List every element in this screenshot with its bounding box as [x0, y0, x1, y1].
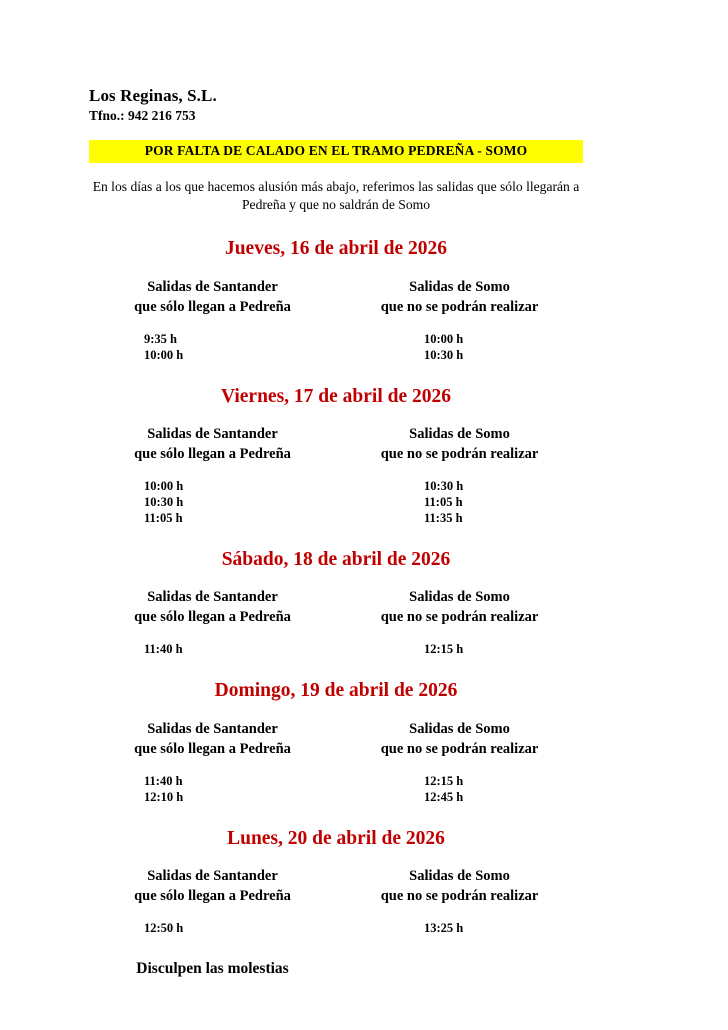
day-title: Viernes, 17 de abril de 2026 [220, 385, 451, 407]
column-header-line1: Salidas de Santander [147, 868, 278, 885]
masthead [89, 0, 583, 124]
departure-time: 11:40 h [144, 642, 183, 657]
day-blocks-container [89, 237, 583, 936]
page-content [89, 0, 583, 978]
departure-time: 12:10 h [144, 789, 184, 804]
santander-times [89, 478, 336, 526]
footer [89, 960, 336, 978]
day-block [89, 827, 583, 936]
departure-columns [89, 719, 583, 805]
somo-times [336, 773, 583, 805]
departure-time: 13:25 h [424, 921, 464, 936]
column-header-line2: que sólo llegan a Pedreña [134, 888, 291, 905]
departure-time: 10:00 h [144, 479, 184, 494]
column-header-line1: Salidas de Somo [409, 868, 510, 885]
departure-time: 12:45 h [424, 789, 464, 804]
column-header-line1: Salidas de Somo [409, 426, 510, 443]
santander-times [89, 920, 336, 936]
column-header-line1: Salidas de Santander [147, 278, 278, 295]
day-block [89, 237, 583, 362]
day-block [89, 679, 583, 804]
departure-time: 10:30 h [144, 495, 184, 510]
column-header-line2: que no se podrán realizar [380, 446, 539, 463]
day-title: Lunes, 20 de abril de 2026 [227, 827, 445, 849]
departure-time: 12:50 h [144, 921, 184, 936]
column-header-line2: que sólo llegan a Pedreña [134, 609, 291, 626]
column-header-line2: que sólo llegan a Pedreña [134, 446, 291, 463]
highlight-banner [89, 140, 583, 163]
somo-column [336, 587, 583, 657]
column-header [89, 719, 336, 759]
departure-time: 11:35 h [424, 511, 463, 526]
somo-column [336, 424, 583, 526]
departure-time: 10:00 h [424, 331, 464, 346]
departure-time: 10:30 h [424, 479, 464, 494]
somo-times [336, 478, 583, 526]
somo-column [336, 719, 583, 805]
column-header-line1: Salidas de Santander [147, 426, 278, 443]
company-name: Los Reginas, S.L. [89, 86, 217, 105]
column-header [336, 719, 583, 759]
santander-column [89, 866, 336, 936]
departure-columns [89, 587, 583, 657]
somo-times [336, 920, 583, 936]
column-header-line1: Salidas de Somo [409, 589, 510, 606]
departure-columns [89, 277, 583, 363]
company-phone: Tfno.: 942 216 753 [89, 107, 196, 123]
column-header-line2: que no se podrán realizar [380, 609, 539, 626]
column-header-line2: que no se podrán realizar [380, 298, 539, 315]
departure-columns [89, 866, 583, 936]
column-header-line1: Salidas de Somo [409, 278, 510, 295]
column-header [336, 587, 583, 627]
day-block [89, 548, 583, 657]
banner-text: POR FALTA DE CALADO EN EL TRAMO PEDREÑA - SOMO [144, 143, 528, 159]
column-header-line1: Salidas de Santander [147, 589, 278, 606]
intro-paragraph: En los días a los que hacemos alusión más abajo, referimos las salidas que sólo llegarán a Pedreña y que no saldrán de Somo [92, 178, 580, 213]
departure-time: 12:15 h [424, 642, 464, 657]
departure-columns [89, 424, 583, 526]
santander-column [89, 719, 336, 805]
column-header [336, 866, 583, 906]
departure-time: 9:35 h [144, 331, 177, 346]
column-header-line2: que sólo llegan a Pedreña [134, 740, 291, 757]
column-header [89, 277, 336, 317]
santander-column [89, 587, 336, 657]
column-header-line2: que no se podrán realizar [380, 888, 539, 905]
column-header-line2: que sólo llegan a Pedreña [134, 298, 291, 315]
somo-times [336, 641, 583, 657]
column-header-line1: Salidas de Santander [147, 720, 278, 737]
column-header [89, 866, 336, 906]
column-header-line1: Salidas de Somo [409, 720, 510, 737]
santander-column [89, 424, 336, 526]
column-header-line2: que no se podrán realizar [380, 740, 539, 757]
departure-time: 11:05 h [144, 511, 183, 526]
santander-times [89, 331, 336, 363]
column-header [336, 424, 583, 464]
somo-column [336, 277, 583, 363]
santander-column [89, 277, 336, 363]
santander-times [89, 641, 336, 657]
departure-time: 11:40 h [144, 773, 183, 788]
departure-time: 10:00 h [144, 347, 184, 362]
somo-times [336, 331, 583, 363]
departure-time: 11:05 h [424, 495, 463, 510]
departure-time: 10:30 h [424, 347, 464, 362]
santander-times [89, 773, 336, 805]
column-header [336, 277, 583, 317]
footer-text: Disculpen las molestias [136, 960, 289, 978]
somo-column [336, 866, 583, 936]
day-title: Domingo, 19 de abril de 2026 [214, 680, 458, 702]
column-header [89, 424, 336, 464]
departure-time: 12:15 h [424, 773, 464, 788]
day-title: Sábado, 18 de abril de 2026 [221, 549, 451, 571]
day-block [89, 385, 583, 526]
day-title: Jueves, 16 de abril de 2026 [224, 238, 448, 260]
column-header [89, 587, 336, 627]
